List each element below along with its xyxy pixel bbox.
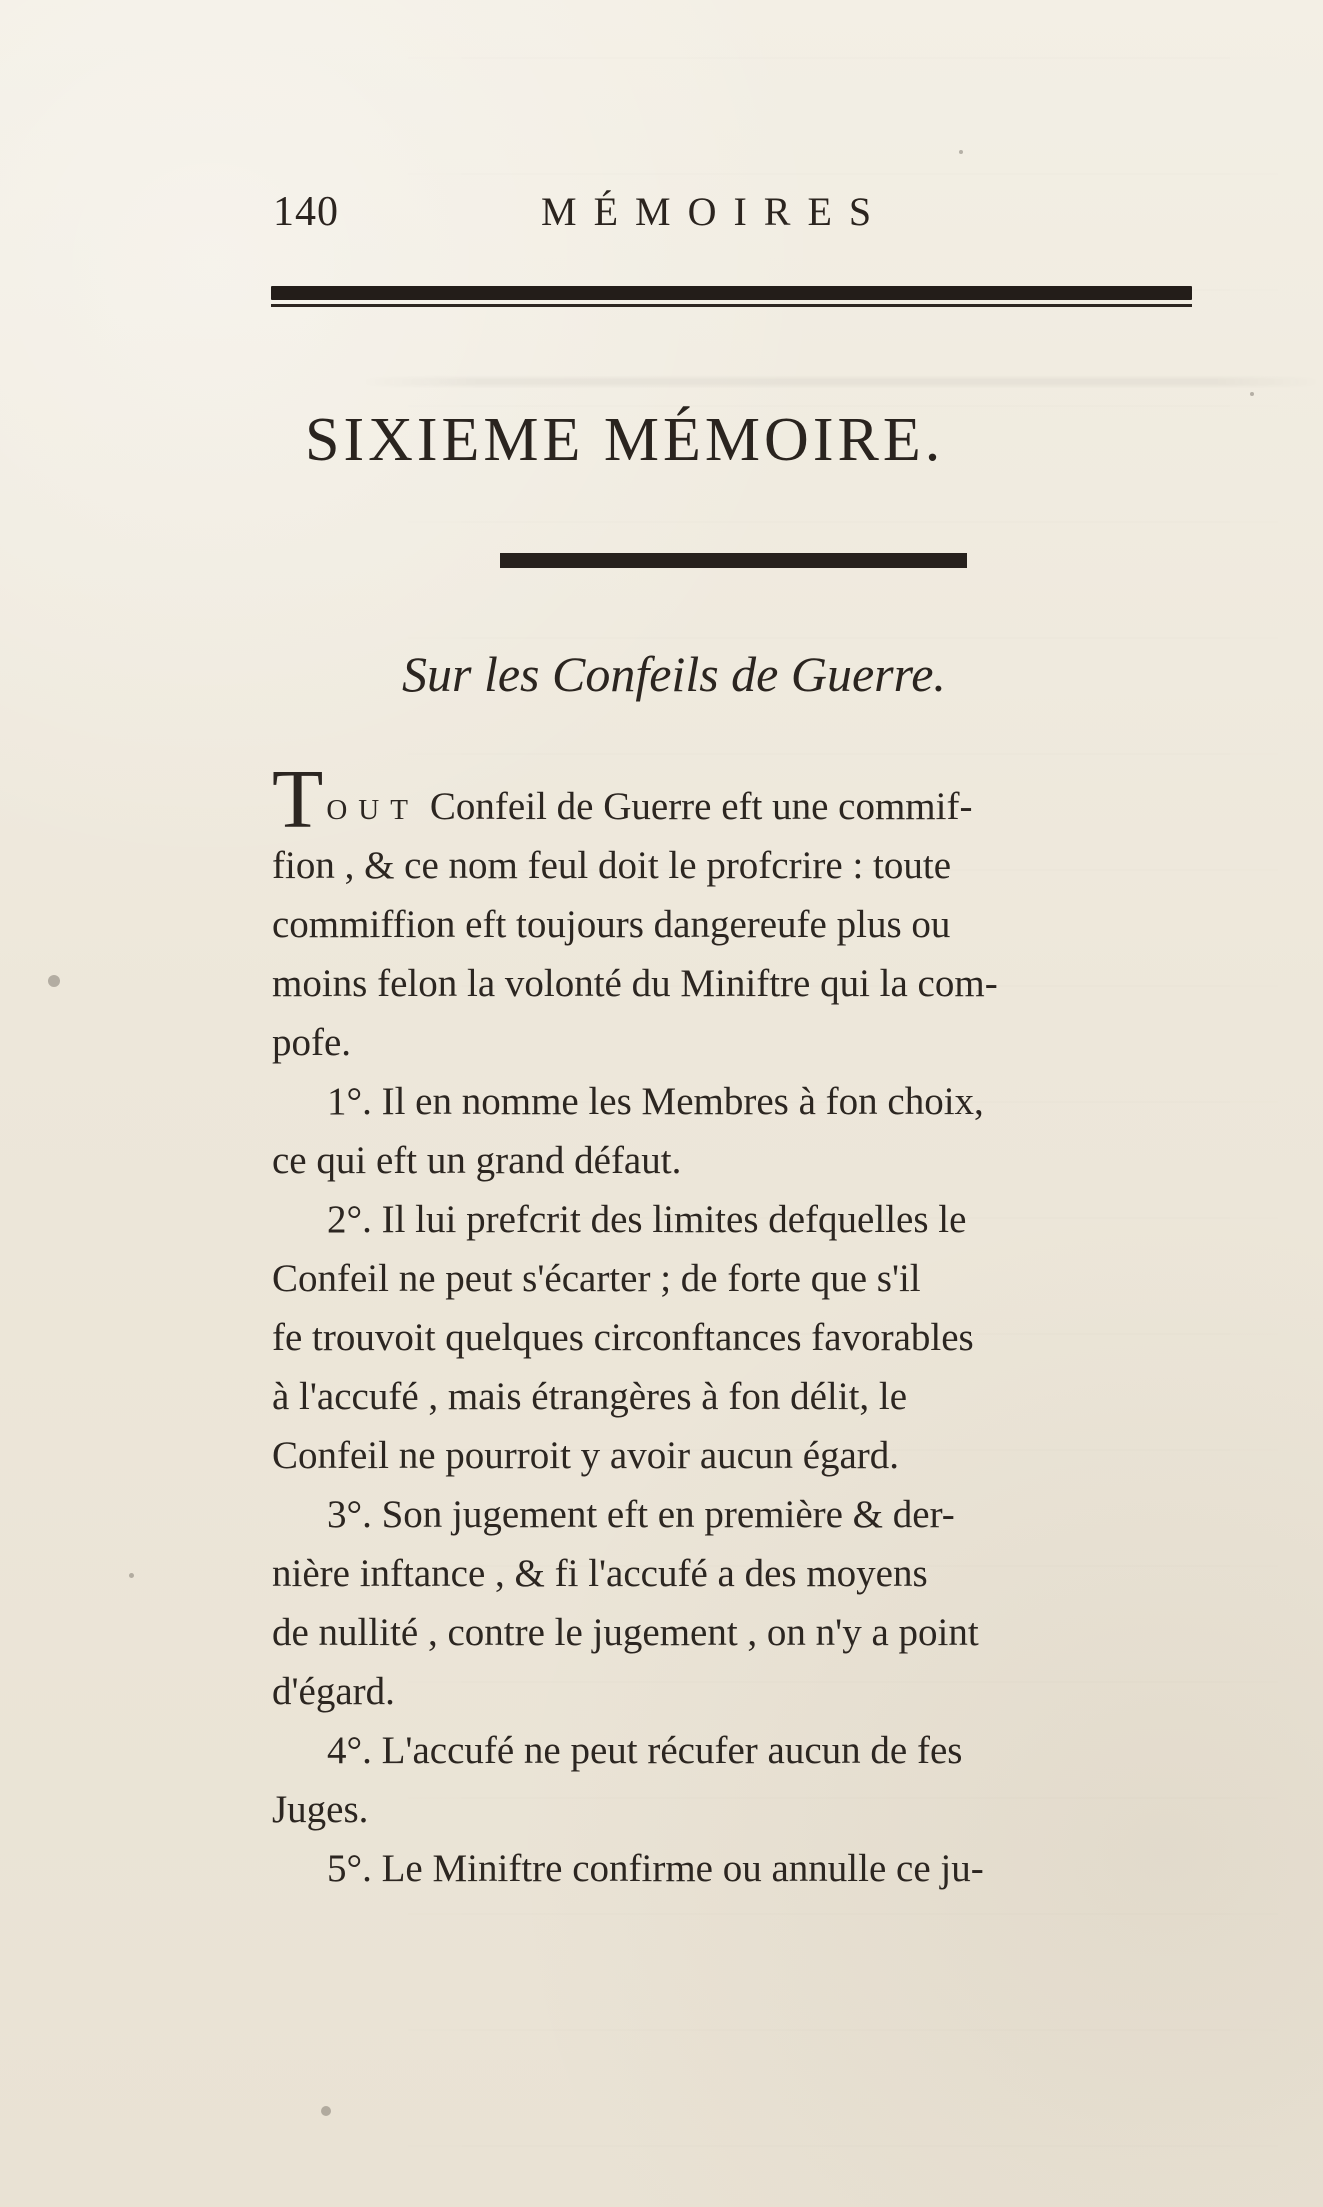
- running-header: [273, 188, 1203, 235]
- text-line-19: 5°. Le Miniftre confirme ou annulle ce ju-: [327, 1847, 984, 1890]
- line-1-rest: Confeil de Guerre eft une commif-: [429, 785, 973, 828]
- body-text: [272, 753, 1202, 1898]
- text-line-2: fion , & ce nom feul doit le profcrire : toute: [272, 844, 952, 887]
- text-line-1: [272, 753, 1202, 846]
- paper-speck: [1250, 392, 1254, 396]
- double-rule: [271, 286, 1192, 307]
- chapter-subheading: Sur les Confeils de Guerre.: [402, 646, 946, 702]
- text-line-10: fe trouvoit quelques circonftances favorables: [272, 1316, 974, 1359]
- page-number: 140: [273, 189, 339, 235]
- paper-speck: [321, 2106, 331, 2116]
- drop-cap: T: [272, 753, 324, 846]
- text-line-17: 4°. L'accufé ne peut récufer aucun de fes: [327, 1729, 963, 1772]
- text-line-13: 3°. Son jugement eft en première & der-: [327, 1493, 955, 1536]
- text-line-15: de nullité , contre le jugement , on n'y a point: [272, 1611, 979, 1654]
- first-word-smallcaps: OUT: [326, 794, 419, 826]
- text-line-14: nière inftance , & fi l'accufé a des moyens: [272, 1552, 928, 1595]
- text-line-4: moins felon la volonté du Miniftre qui la com-: [272, 962, 998, 1005]
- thick-rule-line: [271, 286, 1192, 300]
- paper-speck: [129, 1573, 134, 1578]
- text-line-7: ce qui eft un grand défaut.: [272, 1139, 682, 1182]
- text-line-5: pofe.: [272, 1021, 352, 1064]
- paper-speck: [48, 975, 60, 987]
- section-rule: [500, 553, 967, 568]
- text-line-11: à l'accufé , mais étrangères à fon délit, le: [272, 1375, 908, 1418]
- thin-rule-line: [271, 304, 1192, 307]
- running-title: MÉMOIRES: [541, 189, 889, 234]
- chapter-heading: SIXIEME MÉMOIRE.: [305, 406, 945, 474]
- text-line-8: 2°. Il lui prefcrit des limites defquelles le: [327, 1198, 967, 1241]
- text-line-18: Juges.: [272, 1788, 369, 1831]
- text-line-9: Confeil ne peut s'écarter ; de forte que s'il: [272, 1257, 921, 1300]
- text-line-3: commiffion eft toujours dangereufe plus ou: [272, 903, 951, 946]
- text-line-16: d'égard.: [272, 1670, 395, 1713]
- text-line-6: 1°. Il en nomme les Membres à fon choix,: [327, 1080, 984, 1123]
- paper-speck: [959, 150, 963, 154]
- text-line-12: Confeil ne pourroit y avoir aucun égard.: [272, 1434, 900, 1477]
